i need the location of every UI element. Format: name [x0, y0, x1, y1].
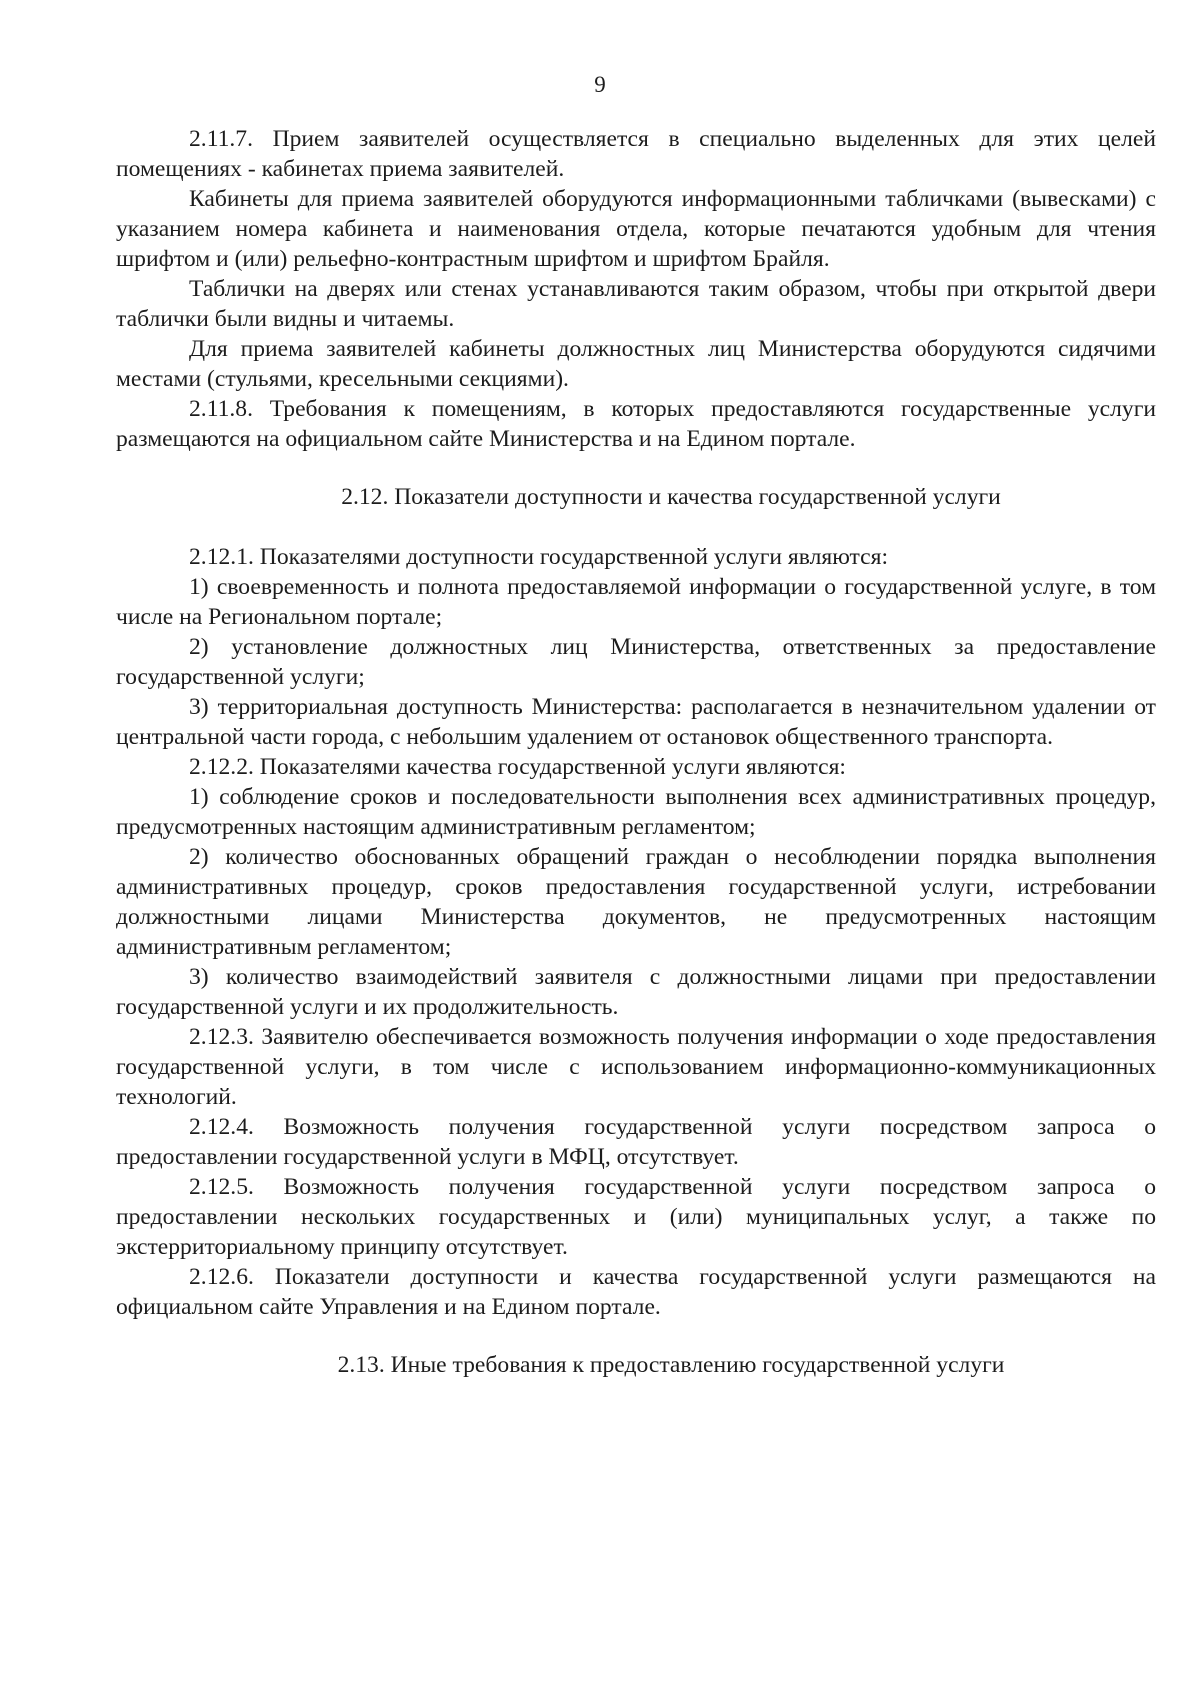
heading-2-12: 2.12. Показатели доступности и качества государственной услуги — [341, 484, 1001, 510]
list-item-2-12-1-2: 2) установление должностных лиц Министерства, ответственных за предоставление государственной услуги; — [116, 634, 1156, 690]
list-item-2-12-2-3: 3) количество взаимодействий заявителя с должностными лицами при предоставлении государственной услуги и их продолжительность. — [116, 964, 1156, 1020]
paragraph-2-12-5: 2.12.5. Возможность получения государственной услуги посредством запроса о предоставлении нескольких государственных и (или) муниципальных услуг, а также по экстерриториальному принципу отсутствует. — [116, 1174, 1156, 1260]
list-item-2-12-1-3: 3) территориальная доступность Министерства: располагается в незначительном удалении от центральной части города, с небольшим удалением от остановок общественного транспорта. — [116, 694, 1156, 750]
paragraph-seating: Для приема заявителей кабинеты должностных лиц Министерства оборудуются сидячими местами (стульями, кресельными секциями). — [116, 336, 1156, 392]
list-item-2-12-1-1: 1) своевременность и полнота предоставляемой информации о государственной услуге, в том числе на Региональном портале; — [116, 574, 1156, 630]
paragraph-2-11-7: 2.11.7. Прием заявителей осуществляется в специально выделенных для этих целей помещениях - кабинетах приема заявителей. — [116, 126, 1156, 182]
paragraph-2-12-3: 2.12.3. Заявителю обеспечивается возможность получения информации о ходе предоставления государственной услуги, в том числе с использованием информационно-коммуникационных технологий. — [116, 1024, 1156, 1110]
paragraph-2-12-4: 2.12.4. Возможность получения государственной услуги посредством запроса о предоставлении государственной услуги в МФЦ, отсутствует. — [116, 1114, 1156, 1170]
list-item-2-12-2-1: 1) соблюдение сроков и последовательности выполнения всех административных процедур, предусмотренных настоящим административным регламентом; — [116, 784, 1156, 840]
paragraph-cabinet-signs: Кабинеты для приема заявителей оборудуются информационными табличками (вывесками) с указанием номера кабинета и наименования отдела, которые печатаются удобным для чтения шрифтом и (или) рельефно-контрастным шрифтом и шрифтом Брайля. — [116, 186, 1156, 272]
heading-2-13: 2.13. Иные требования к предоставлению государственной услуги — [337, 1352, 1005, 1378]
list-item-2-12-2-2: 2) количество обоснованных обращений граждан о несоблюдении порядка выполнения административных процедур, сроков предоставления государственной услуги, истребовании должностными лицами Министерства документов, не предусмотренных настоящим административным регламентом; — [116, 844, 1156, 960]
paragraph-door-signs: Таблички на дверях или стенах устанавливаются таким образом, чтобы при открытой двери таблички были видны и читаемы. — [116, 276, 1156, 332]
paragraph-2-12-1: 2.12.1. Показателями доступности государственной услуги являются: — [189, 544, 889, 570]
page-number: 9 — [594, 72, 606, 97]
paragraph-2-11-8: 2.11.8. Требования к помещениям, в которых предоставляются государственные услуги размещаются на официальном сайте Министерства и на Едином портале. — [116, 396, 1156, 452]
document-body — [116, 124, 1156, 1380]
paragraph-2-12-2: 2.12.2. Показателями качества государственной услуги являются: — [189, 754, 846, 780]
paragraph-2-12-6: 2.12.6. Показатели доступности и качества государственной услуги размещаются на официальном сайте Управления и на Едином портале. — [116, 1264, 1156, 1320]
